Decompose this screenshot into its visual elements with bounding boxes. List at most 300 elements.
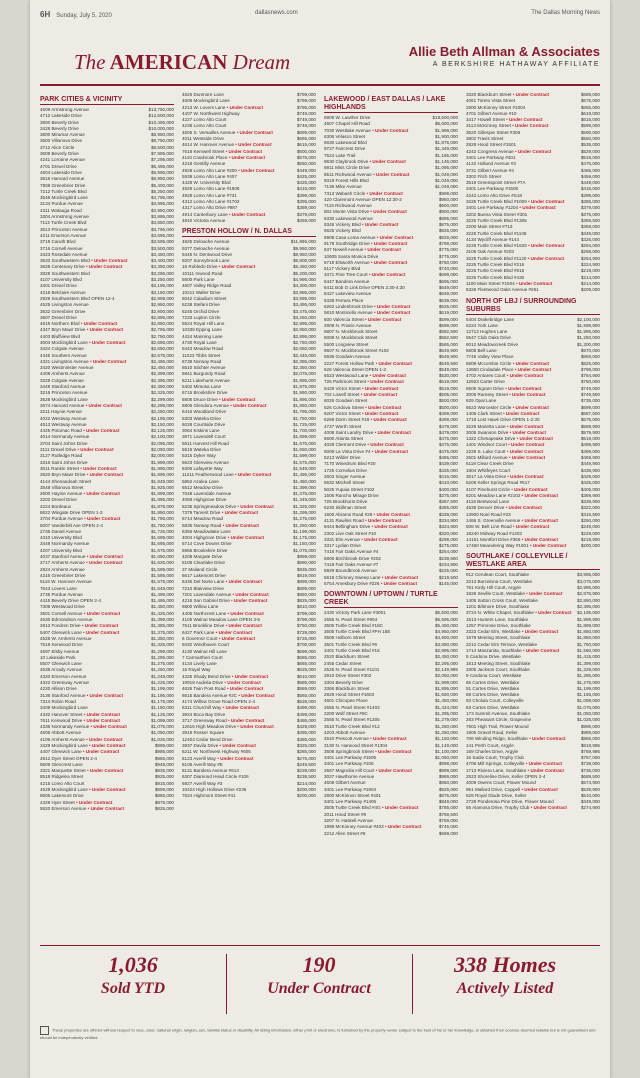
listing-address: 1999 McKinney Avenue #403 • Under Contract <box>324 824 422 830</box>
listing-address: 2212 Allen Street #8 <box>324 830 366 836</box>
under-contract-tag: • Under Contract <box>230 673 269 679</box>
listing-address: 6436 Del Norte Lane • Under Contract <box>182 579 263 585</box>
listing-price: $1,350,000 <box>151 635 174 641</box>
listing-price: $990,000 <box>296 560 316 566</box>
under-contract-tag: • Under Contract <box>524 591 563 597</box>
listing-address: 6012 Meadowcreek Drive <box>466 341 519 347</box>
listing-price: $250,000 <box>580 518 600 523</box>
listing-price: $1,900,000 <box>435 133 458 139</box>
listing-price: $268,000 <box>580 249 600 255</box>
listing-address: 3006 Ramsey Street • Under Contract <box>466 392 546 398</box>
stat-label: Actively Listed <box>456 980 554 997</box>
listing-price: $499,000 <box>296 705 316 711</box>
listing-address: 2520 Blackburn Street <box>324 654 370 660</box>
listing-price: $3,995,000 <box>293 289 316 295</box>
listing-price: $1,850,000 <box>577 635 600 641</box>
under-contract-tag: • Under Contract <box>217 264 256 270</box>
under-contract-tag: • Under Contract <box>372 303 411 309</box>
listing-address: 4712 Lakeside Drive <box>40 113 82 119</box>
listing-price: $479,000 <box>438 423 458 429</box>
listing-price: $875,000 <box>438 792 458 798</box>
section-name: The Dallas Morning News <box>531 10 600 16</box>
listing-price: $1,995,000 <box>577 329 600 335</box>
under-contract-tag: • Under Contract <box>363 316 402 322</box>
under-contract-tag: • Under Contract <box>88 358 127 364</box>
listing-price: $6,500,000 <box>435 610 458 616</box>
listing-price: $750,000 <box>580 379 600 385</box>
under-contract-tag: • Under Contract <box>518 205 556 211</box>
listing-price: $4,795,000 <box>151 195 174 201</box>
listing-address: 5835 Norway Road • Under Contract <box>182 522 259 528</box>
disclaimer-text: These properties are offered without respect to race, color, national origin, religion, sex, familial status or disability. All listing information, either print or electronic, is furnished by the property owner subject to the best of his or her knowledge, is obtained from sources deemed reliable but is not guaranteed and should be independently verified. <box>40 1027 596 1040</box>
listing-address: 8929 Boundbrook Avenue <box>324 568 377 574</box>
listing-address: 5042 Caladium Street <box>182 295 227 301</box>
listing-price: $819,995 <box>580 742 600 748</box>
listing-price: $399,000 <box>580 192 600 198</box>
listing-address: 3216 Princeton Avenue <box>40 390 88 396</box>
equal-housing-icon <box>40 1026 49 1035</box>
listing-price: $349,000 <box>580 230 600 236</box>
listing-address: 5714 Cove Downs Drive <box>182 541 232 547</box>
section-heading: NORTH OF LBJ / SURROUNDING SUBURBS <box>466 298 600 315</box>
listing-price: $799,000 <box>296 92 316 97</box>
listing-address: 4318 Belclaire Avenue <box>40 289 86 295</box>
listing-price: $465,000 <box>438 455 458 461</box>
listing-price: $625,000 <box>438 303 458 309</box>
under-contract-tag: • Under Contract <box>363 518 402 523</box>
under-contract-tag: • Under Contract <box>509 486 548 492</box>
listing-address: 4122 Holland Avenue #3 <box>466 161 516 167</box>
listing-price: $869,000 <box>580 354 600 360</box>
listing-price: $1,250,000 <box>435 723 458 729</box>
under-contract-tag: • Under Contract <box>372 310 411 316</box>
brand-name: Allie Beth Allman & Associates <box>408 44 600 59</box>
listing-price: $1,699,000 <box>293 434 316 440</box>
under-contract-tag: • Under Contract <box>84 402 122 408</box>
listing-price: $8,500,000 <box>151 144 174 150</box>
listing-address: 3448 Normandy Avenue <box>40 541 90 547</box>
listing-price: $519,000 <box>438 379 458 385</box>
listing-price: $1,250,000 <box>151 667 174 673</box>
listing-price: $214,000 <box>580 274 600 280</box>
listing-price: $750,000 <box>296 623 316 629</box>
listing-address: 6207 Victor Street • Under Contract <box>324 410 399 416</box>
listing-address: 3005 Swanson Drive • Under Contract <box>466 429 546 435</box>
listing-address: 1513 Hunters Lane, Southlake <box>466 616 529 622</box>
listing-price: $3,950,000 <box>151 207 174 213</box>
listing-address: 9630 Claybrook Drive • Under Contract <box>324 159 406 165</box>
listing-price: $599,000 <box>438 316 458 322</box>
listing-price: $2,995,000 <box>293 321 316 327</box>
listing-address: 2525 N. Pearl Street #1101 <box>324 666 380 672</box>
listing-address: 4626 Dunmore Lane <box>182 92 224 97</box>
listing-address: 6211 Lakehurst Avenue <box>182 377 230 383</box>
under-contract-tag: • Under Contract <box>236 167 275 173</box>
listing-row <box>466 805 600 811</box>
section-heading: DOWNTOWN / UPTOWN / TURTLE CREEK <box>324 591 458 608</box>
under-contract-tag: • Under Contract <box>366 442 404 448</box>
listing-price: $3,995,000 <box>577 572 600 578</box>
listing-address: 8609 Glencrest Lane <box>40 761 83 767</box>
under-contract-tag: • Under Contract <box>524 761 563 767</box>
listing-address: 10111 Inwood Road <box>182 270 223 276</box>
listing-price: $1,560,000 <box>577 648 600 654</box>
listing-address: 1505 Rancho Mirage Drive <box>324 492 379 498</box>
listing-price: $2,999,000 <box>151 295 174 301</box>
under-contract-tag: • Under Contract <box>504 505 542 511</box>
listing-price: $5,950,000 <box>151 176 174 182</box>
listing-price: $949,000 <box>154 761 174 767</box>
listing-price: $8,950,000 <box>151 132 174 138</box>
listing-address: 3211 Haynie Avenue <box>40 409 82 415</box>
listing-address: 4037 Stanford Avenue • Under Contract <box>40 554 123 560</box>
listing-address: 4513 Westway Avenue <box>40 421 87 427</box>
under-contract-tag: • Under Contract <box>79 465 117 471</box>
listing-price: $519,000 <box>580 436 600 442</box>
listing-address: 14151 Montfort Drive #366 • Under Contract <box>466 536 559 542</box>
under-contract-tag: • Under Contract <box>515 436 553 442</box>
under-contract-tag: • Under Contract <box>81 428 120 434</box>
listing-address: 5806 Druce Drive • Under Contract <box>182 396 256 402</box>
under-contract-tag: • Under Contract <box>82 491 120 497</box>
listing-price: $11,995,000 <box>290 239 316 245</box>
listing-address: 3401 Drexel Drive <box>40 283 77 289</box>
listing-address: 5 Cardona Drive, Westlake <box>466 654 521 660</box>
listing-price: $7,995,000 <box>151 151 174 157</box>
listing-address: 9207 Sunnybrook Lane <box>182 258 230 264</box>
listing-address: 4825 Deloache Avenue <box>182 239 230 245</box>
listing-price: $665,000 <box>296 661 316 667</box>
under-contract-tag: • Under Contract <box>513 148 552 154</box>
issue-date: Sunday, July 5, 2020 <box>56 13 112 19</box>
listing-price: $535,000 <box>580 142 600 148</box>
listing-address: 1466 S. Greenville Avenue • Under Contract <box>466 518 558 523</box>
listing-address: 2728 Ponderosa Pine Drive, Flower Mound <box>466 799 554 805</box>
listing-address: 5754 Amesbury Drive #226 • Under Contract <box>324 580 418 586</box>
listing-price: $322,000 <box>580 505 600 511</box>
listing-price: $1,050,000 <box>435 755 458 761</box>
listing-price: $3,695,000 <box>151 232 174 238</box>
listing-price: $665,000 <box>580 104 600 110</box>
stat-label: Under Contract <box>267 980 371 997</box>
listing-address: 173 Summit Avenue, Southlake <box>466 711 531 717</box>
listing-address: 4022 Westway Avenue <box>40 415 87 421</box>
listing-price: $1,285,000 <box>577 673 600 679</box>
listing-address: 3316 Saint Johns Drive <box>40 459 88 465</box>
listing-price: $1,650,000 <box>293 447 316 453</box>
listing-address: 3027 Hawthorne Avenue <box>324 773 375 779</box>
listing-address: 4510 Prescott Avenue • Under Contract <box>324 736 407 742</box>
listing-price: $687,500 <box>580 410 600 416</box>
listing-price: $529,000 <box>580 148 600 154</box>
listing-price: $5,450,000 <box>435 622 458 628</box>
listing-address: 6607 N. Mockbrook Street #102 <box>324 347 389 353</box>
listing-address: 7524 Lake Trail <box>324 152 356 158</box>
listing-price: $1,895,000 <box>151 497 174 503</box>
listing-price: $1,195,000 <box>151 692 174 698</box>
listing-price: $885,000 <box>154 793 174 799</box>
listing-price: $1,225,000 <box>151 680 174 686</box>
under-contract-tag: • Under Contract <box>360 385 399 391</box>
listing-price: $574,900 <box>580 780 600 786</box>
listing-address: 2228 S. Lake Court • Under Contract <box>466 448 544 454</box>
listing-address: 3716 Cornell Avenue <box>40 245 83 251</box>
page-title <box>74 50 290 75</box>
listing-price: $1,415,000 <box>577 654 600 660</box>
listing-address: 4131 Rawlins Road • Under Contract <box>324 518 402 523</box>
listing-price: $465,000 <box>580 167 600 173</box>
listing-price: $1,325,000 <box>151 642 174 648</box>
listing-address: 3401 Turtle Creek Blvd #16 <box>324 648 380 654</box>
listing-price: $264,000 <box>438 549 458 555</box>
listing-price: $1,249,000 <box>151 673 174 679</box>
listing-address: 6617 Lakemont Drive <box>182 572 226 578</box>
listing-address: 6008 N. Mockbrook Street <box>324 335 378 341</box>
listing-address: 5315 Dyker Way <box>182 453 216 459</box>
under-contract-tag: • Under Contract <box>226 610 264 616</box>
listing-price: $999,000 <box>296 554 316 560</box>
under-contract-tag: • Under Contract <box>217 396 256 402</box>
listing-address: 3704 Purdue Avenue • Under Contract <box>40 516 121 522</box>
listing-address: 3724 N. White Chapel, Southlake • Under Contract <box>466 610 572 616</box>
under-contract-tag: • Under Contract <box>365 190 403 196</box>
listing-price: $379,000 <box>580 205 600 211</box>
listing-price: $2,995,000 <box>435 648 458 654</box>
listing-address: 1600 Abrams Road #28 • Under Contract <box>324 511 410 517</box>
listing-address: 2735 Daniel Avenue <box>40 528 82 534</box>
listing-address: 4316 Greenbrier Drive <box>40 572 86 578</box>
listing-price: $1,495,000 <box>293 472 316 478</box>
listing-address: 3513 Princeton Avenue <box>40 226 88 232</box>
listing-address: 3417 Howell Street • Under Contract <box>466 117 543 123</box>
under-contract-tag: • Under Contract <box>236 503 274 509</box>
listing-address: 3471 Pine Tree Court • Under Contract <box>324 272 406 278</box>
listing-address: 3113 McKinney Street • Under Contract <box>466 123 549 129</box>
listing-address: 12713 Hughes Lane <box>466 329 508 335</box>
listing-address: 3401 Lee Parkway #1605 <box>324 755 377 761</box>
listing-address: 4058 Highgrove Drive <box>182 497 227 503</box>
listing-address: 4407 W. Northwest Highway <box>182 110 240 116</box>
listing-address: 725 Parkmont Street • Under Contract <box>324 379 404 385</box>
listing-price: $2,350,000 <box>151 384 174 390</box>
listing-address: 5407 Glenwick Lane • Under Contract <box>40 629 120 635</box>
listing-address: 10 Lakeside Park <box>40 654 76 660</box>
listing-address: 3225 Turtle Creek Blvd #216 <box>466 262 525 268</box>
listing-address: 4727 Worth Street <box>324 423 362 429</box>
under-contract-tag: • Under Contract <box>368 736 407 742</box>
listing-address: 37 Mailand Circle <box>182 566 218 572</box>
listing-price: $200,000 <box>296 787 316 793</box>
listing-price: $2,195,000 <box>151 415 174 421</box>
listing-address: 2523 Shoreline Drive, Keller OPEN 2-4 <box>466 773 546 779</box>
listing-price: $1,599,000 <box>151 566 174 572</box>
listing-price: $1,750,000 <box>577 641 600 647</box>
listing-price: $1,895,000 <box>293 396 316 402</box>
under-contract-tag: • Under Contract <box>511 524 550 530</box>
listing-price: $1,050,000 <box>577 711 600 717</box>
listing-price: $7,295,000 <box>151 157 174 163</box>
listing-price: $1,375,000 <box>293 491 316 497</box>
listing-address: 18240 Midway Road #1403 <box>466 530 522 536</box>
listing-price: $9,950,000 <box>293 245 316 251</box>
listing-address: 7601 High Trail, Flower Mound <box>466 723 529 729</box>
listing-price: $825,000 <box>580 360 600 366</box>
under-contract-tag: • Under Contract <box>370 448 409 454</box>
listing-address: 9 Cardona Court, Westlake <box>466 673 522 679</box>
listing-address: 88 Cortes Drive, Westlake <box>466 692 520 698</box>
listing-price: $459,900 <box>580 455 600 461</box>
title-main: AMERICAN <box>109 50 228 74</box>
listing-price: $239,000 <box>296 768 316 774</box>
listing-price: $285,000 <box>296 749 316 755</box>
listing-price: $799,000 <box>296 617 316 623</box>
listing-address: 6427 Lakeview Avenue <box>324 291 372 297</box>
listing-address: 3712 Alice Circle <box>40 144 75 150</box>
under-contract-tag: • Under Contract <box>528 543 567 549</box>
stat-number: 1,036 <box>108 952 158 977</box>
under-contract-tag: • Under Contract <box>223 680 261 686</box>
listing-price: $960,000 <box>438 780 458 786</box>
listing-price: $600,000 <box>296 148 316 154</box>
listing-address: 4608 Gilbert Avenue <box>324 780 366 786</box>
listing-address: 4403 Bluffview Blvd <box>40 333 81 339</box>
listing-price: $499,000 <box>296 711 316 717</box>
listing-address: 1718 Lost Hawk Drive OPEN 1-2:30 <box>466 417 540 423</box>
listing-price: $764,900 <box>580 373 600 379</box>
listing-address: 529 Royal Glade Drive, Keller <box>466 792 527 798</box>
listing-address: 4701 Gilbert Avenue #10 <box>466 110 517 116</box>
under-contract-tag: • Under Contract <box>89 724 127 730</box>
listing-price: $1,165,000 <box>435 152 458 158</box>
listing-address: 3501 Cornell Avenue • Under Contract <box>40 610 121 616</box>
listing-address: 4424 Manning Lane <box>182 333 223 339</box>
listing-address: 1713 Riviera Lane, Southlake • Under Contract <box>466 767 564 773</box>
listing-address: 526 Cordova Street • Under Contract <box>324 404 402 410</box>
under-contract-tag: • Under Contract <box>372 511 410 517</box>
listing-address: 2824 Amherst Avenue <box>40 566 85 572</box>
listing-price: $1,279,000 <box>435 717 458 723</box>
listing-address: 3401 Lee Parkway #1406 <box>324 799 377 805</box>
listing-address: 4428 W. University Blvd <box>182 180 231 186</box>
listing-address: 3800 Beverly Drive <box>40 119 79 125</box>
listing-price: $998,000 <box>438 761 458 767</box>
listing-address: 3225 Turtle Creek Blvd #1009 • Under Contract <box>466 199 565 205</box>
listing-price: $1,149,000 <box>435 742 458 748</box>
listing-address: 8606 Lakemont Drive <box>40 793 84 799</box>
listing-price: $1,375,000 <box>151 629 174 635</box>
under-contract-tag: • Under Contract <box>510 123 549 129</box>
under-contract-tag: • Under Contract <box>85 554 123 560</box>
listing-price: $1,175,000 <box>151 698 174 704</box>
listing-price: $339,900 <box>580 499 600 505</box>
listing-price: $1,099,000 <box>151 717 174 723</box>
listing-price: $1,075,000 <box>577 704 600 710</box>
listing-address: 3127 Rutledge Road <box>40 453 83 459</box>
listing-address: 4011 Westside Drive <box>182 136 224 142</box>
listing-address: 5507 Glenwick Lane <box>40 661 82 667</box>
listing-address: 3305 Jackson Court, Southlake <box>466 666 530 672</box>
listing-price: $1,075,000 <box>293 547 316 553</box>
listing-address: 2227 Forest Hollow Path • Under Contract <box>324 360 412 366</box>
listing-row <box>324 831 458 837</box>
listing-address: 1100 Main Street #1504 • Under Contract <box>466 280 553 286</box>
listing-address: 3401 Lee Parkway #401 <box>466 154 516 160</box>
listing-price: $2,295,000 <box>435 660 458 666</box>
listing-price: $3,400,000 <box>151 258 174 264</box>
listing-address: 3207 N. Haskell Avenue <box>324 818 373 824</box>
listing-address: 5841 Burgundy Road <box>182 371 226 377</box>
listing-address: 4604 Lakeside Drive <box>40 169 82 175</box>
listing-price: $425,000 <box>296 180 316 186</box>
listing-address: 3321 Marquette Street • Under Contract <box>40 768 124 774</box>
listing-address: 3731 Gilbert Avenue #4 <box>466 167 514 173</box>
listing-price: $1,795,000 <box>151 516 174 522</box>
listing-address: 7048 Lavendale Avenue <box>182 491 232 497</box>
listing-price: $5,200,000 <box>293 270 316 276</box>
listing-address: 3548 Mockingbird Lane <box>40 195 88 201</box>
listing-price: $367,500 <box>438 499 458 505</box>
listing-price: $675,000 <box>580 417 600 423</box>
listing-address: 4118 Bentwood Lane <box>466 499 510 505</box>
listing-address: 6739 Norway Road <box>182 358 222 364</box>
listing-address: 4415 Beverly Drive OPEN 2-4 <box>40 598 102 604</box>
under-contract-tag: • Under Contract <box>505 423 544 429</box>
listing-price: $1,725,000 <box>151 528 174 534</box>
listing-address: 1401 Windsor Court • Under Contract <box>466 442 545 448</box>
listing-address: 3608 Beverly Drive <box>40 151 79 157</box>
listing-price: $475,000 <box>580 161 600 167</box>
listing-address: 7379 Tamerit Drive • Under Contract <box>182 510 259 515</box>
listing-price: $1,275,000 <box>151 661 174 667</box>
listing-address: 3420 Westminster Avenue <box>40 365 94 371</box>
listing-price: $299,000 <box>438 536 458 542</box>
listing-price: $750,000 <box>438 259 458 265</box>
listing-address: 10336 Epping Lane <box>182 327 222 333</box>
section-heading: LAKEWOOD / EAST DALLAS / LAKE HIGHLANDS <box>324 96 458 113</box>
listing-price: $649,000 <box>438 291 458 297</box>
brand-subtitle: A BERKSHIRE HATHAWAY AFFILIATE <box>432 61 600 68</box>
listing-price: $229,000 <box>580 530 600 536</box>
listing-price: $389,900 <box>580 492 600 498</box>
under-contract-tag: • Under Contract <box>369 209 407 215</box>
listing-price: $989,000 <box>438 773 458 779</box>
listing-price: $2,149,995 <box>435 666 458 672</box>
listing-address: 5404 Drakebridge Lane <box>466 316 515 322</box>
listing-address: 3320 Blackburn Street • Under Contract <box>466 92 550 97</box>
listing-address: 4203 Abbott Avenue <box>324 729 366 735</box>
listing-address: 4317 Lomo Alto Drive #987 <box>182 205 238 211</box>
under-contract-tag: • Under Contract <box>85 472 124 478</box>
listing-price: $449,000 <box>580 180 600 186</box>
listing-address: 3429 Mockingbird Lane • Under Contract <box>40 742 126 748</box>
stat-active <box>412 952 598 998</box>
listing-price: $799,000 <box>296 610 316 616</box>
listing-price: $3,795,000 <box>151 226 174 232</box>
listing-price: $2,395,000 <box>151 377 174 383</box>
listing-address: 6714 Meadow Road <box>182 516 224 522</box>
listing-address: 5632 Mitchell Street <box>324 480 365 486</box>
listing-address: 4238 Lomo Alto Court <box>182 123 227 129</box>
listing-address: 4008 Saint Landry Drive • Under Contract <box>324 429 411 435</box>
listing-price: $1,199,000 <box>577 685 600 691</box>
listing-address: 3828 Southwestern Blvd <box>40 270 90 276</box>
listing-column-3 <box>324 92 458 937</box>
under-contract-tag: • Under Contract <box>82 516 121 522</box>
listing-address: 6447 Bandera Avenue <box>324 278 370 284</box>
listing-price: $739,000 <box>580 761 600 767</box>
listing-address: 5208 Keller Springs Road #517 <box>466 480 530 486</box>
listing-address: 6306 Velasco Street <box>324 133 366 139</box>
